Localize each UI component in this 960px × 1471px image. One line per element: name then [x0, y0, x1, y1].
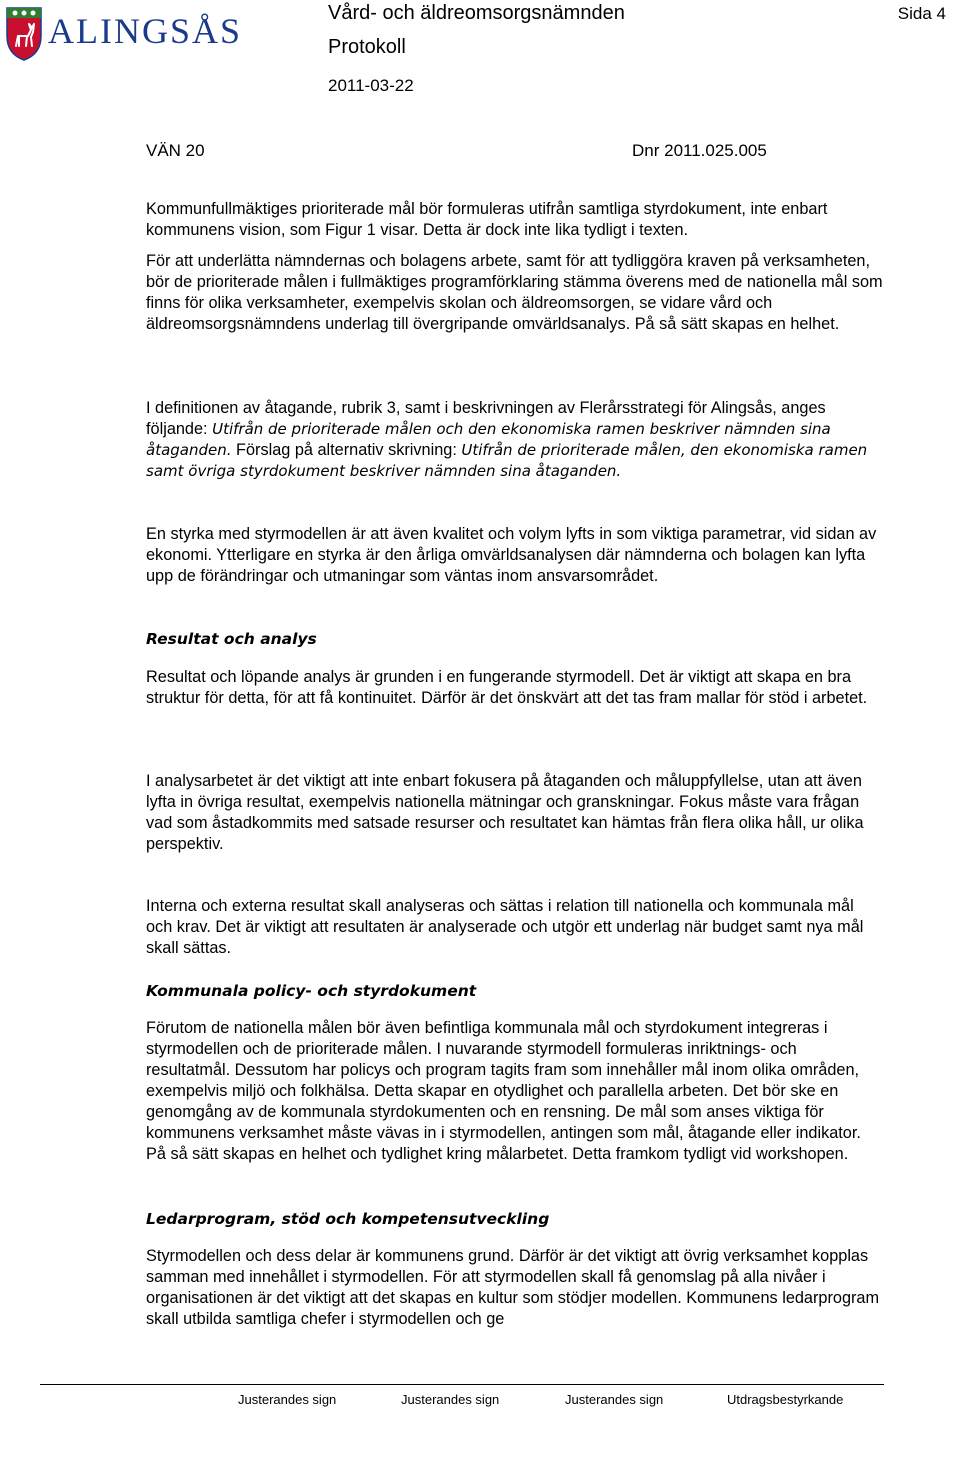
paragraph: En styrka med styrmodellen är att även kvalitet och volym lyfts in som viktiga parametrar, vid sidan av ekonomi. Ytterligare en styrka är den årliga omvärldsanalysen där nämnderna och bolagen kan lyfta upp de förändringar och utmaningar som väntas inom ansvarsområdet. — [146, 525, 877, 585]
paragraph: Styrmodellen och dess delar är kommunens grund. Därför är det viktigt att övrig verksamhet kopplas samman med innehållet i styrmodellen. För att styrmodellen skall få genomslag på alla nivåer i organisationen är det viktigt att det skapas en kultur som stödjer modellen. Kommunens ledarprogram skall utbilda samtliga chefer i styrmodellen och ge — [146, 1247, 880, 1328]
signature-label: Justerandes sign — [565, 1392, 664, 1407]
proposed-text: Utifrån de prioriterade målen, den ekonomiska ramen samt övriga styrdokument beskriver nämnden sina åtaganden. — [146, 441, 868, 480]
signature-label: Justerandes sign — [401, 1392, 500, 1407]
section-number: VÄN 20 — [146, 141, 205, 160]
paragraph: I analysarbetet är det viktigt att inte enbart fokusera på åtaganden och måluppfyllelse, utan att även lyfta in övriga resultat, exempelvis nationella mätningar och granskningar. Fokus måste vara frågan vad som åstadkommits med satsade resurser och resultatet kan hämtas från flera olika håll, ur olika perspektiv. — [146, 772, 864, 853]
municipality-logo — [4, 6, 264, 62]
section-heading: Ledarprogram, stöd och kompetensutveckling — [146, 1210, 550, 1228]
signature-label: Justerandes sign — [238, 1392, 337, 1407]
paragraph: Kommunfullmäktiges prioriterade mål bör formuleras utifrån samtliga styrdokument, inte enbart kommunens vision, som Figur 1 visar. Detta är dock inte lika tydligt i texten. — [146, 200, 828, 239]
page-number: Sida 4 — [897, 4, 946, 23]
diary-number: Dnr 2011.025.005 — [632, 141, 767, 160]
paragraph: För att underlätta nämndernas och bolagens arbete, samt för att tydliggöra kraven på verksamheten, bör de prioriterade målen i fullmäktiges programförklaring stämma överens med de nationella mål som finns för olika verksamheter, exempelvis skolan och äldreomsorgen, se vidare vård och äldreomsorgsnämndens underlag till övergripande omvärldsanalys. På så sätt skapas en helhet. — [146, 252, 883, 333]
paragraph: Interna och externa resultat skall analyseras och sättas i relation till nationella och kommunala mål och krav. Det är viktigt att resultaten är analyserade och utgör ett underlag när budget samt nya mål skall sättas. — [146, 897, 864, 957]
paragraph-text: Förslag på alternativ skrivning: — [231, 441, 462, 459]
municipality-name: ALINGSÅS — [48, 11, 243, 51]
paragraph-text: I definitionen av åtagande, rubrik 3, samt i beskrivningen av Flerårsstrategi för Alingsås, anges följande: — [146, 399, 826, 438]
committee-title: Vård- och äldreomsorgsnämnden — [328, 2, 625, 24]
extract-certification-label: Utdragsbestyrkande — [727, 1392, 844, 1407]
document-type: Protokoll — [328, 36, 406, 58]
section-heading: Resultat och analys — [146, 630, 317, 648]
paragraph — [146, 398, 884, 482]
coat-of-arms-icon — [4, 6, 44, 62]
paragraph: Resultat och löpande analys är grunden i en fungerande styrmodell. Det är viktigt att skapa en bra struktur för detta, för att få kontinuitet. Därför är det önskvärt att det tas fram mallar för stöd i arbetet. — [146, 668, 868, 707]
footer-divider — [40, 1384, 884, 1385]
quoted-text: Utifrån de prioriterade målen och den ekonomiska ramen beskriver nämnden sina åtaganden. — [146, 420, 831, 459]
paragraph: Förutom de nationella målen bör även befintliga kommunala mål och styrdokument integreras i styrmodellen och de prioriterade målen. I nuvarande styrmodell formuleras inriktnings- och resultatmål. Dessutom har policys och program tagits fram som innehåller mål inom olika områden, exempelvis miljö och folkhälsa. Detta skapar en otydlighet och parallella arbeten. Det bör ske en genomgång av de kommunala styrdokumenten och en rensning. De mål som anses viktiga för kommunens verksamhet måste vävas in i styrmodellen, antingen som mål, åtagande eller indikator. På så sätt skapas en helhet och tydlighet kring målarbetet. Detta framkom tydligt vid workshopen. — [146, 1019, 861, 1163]
section-heading: Kommunala policy- och styrdokument — [146, 982, 477, 1000]
meeting-date: 2011-03-22 — [328, 76, 414, 95]
